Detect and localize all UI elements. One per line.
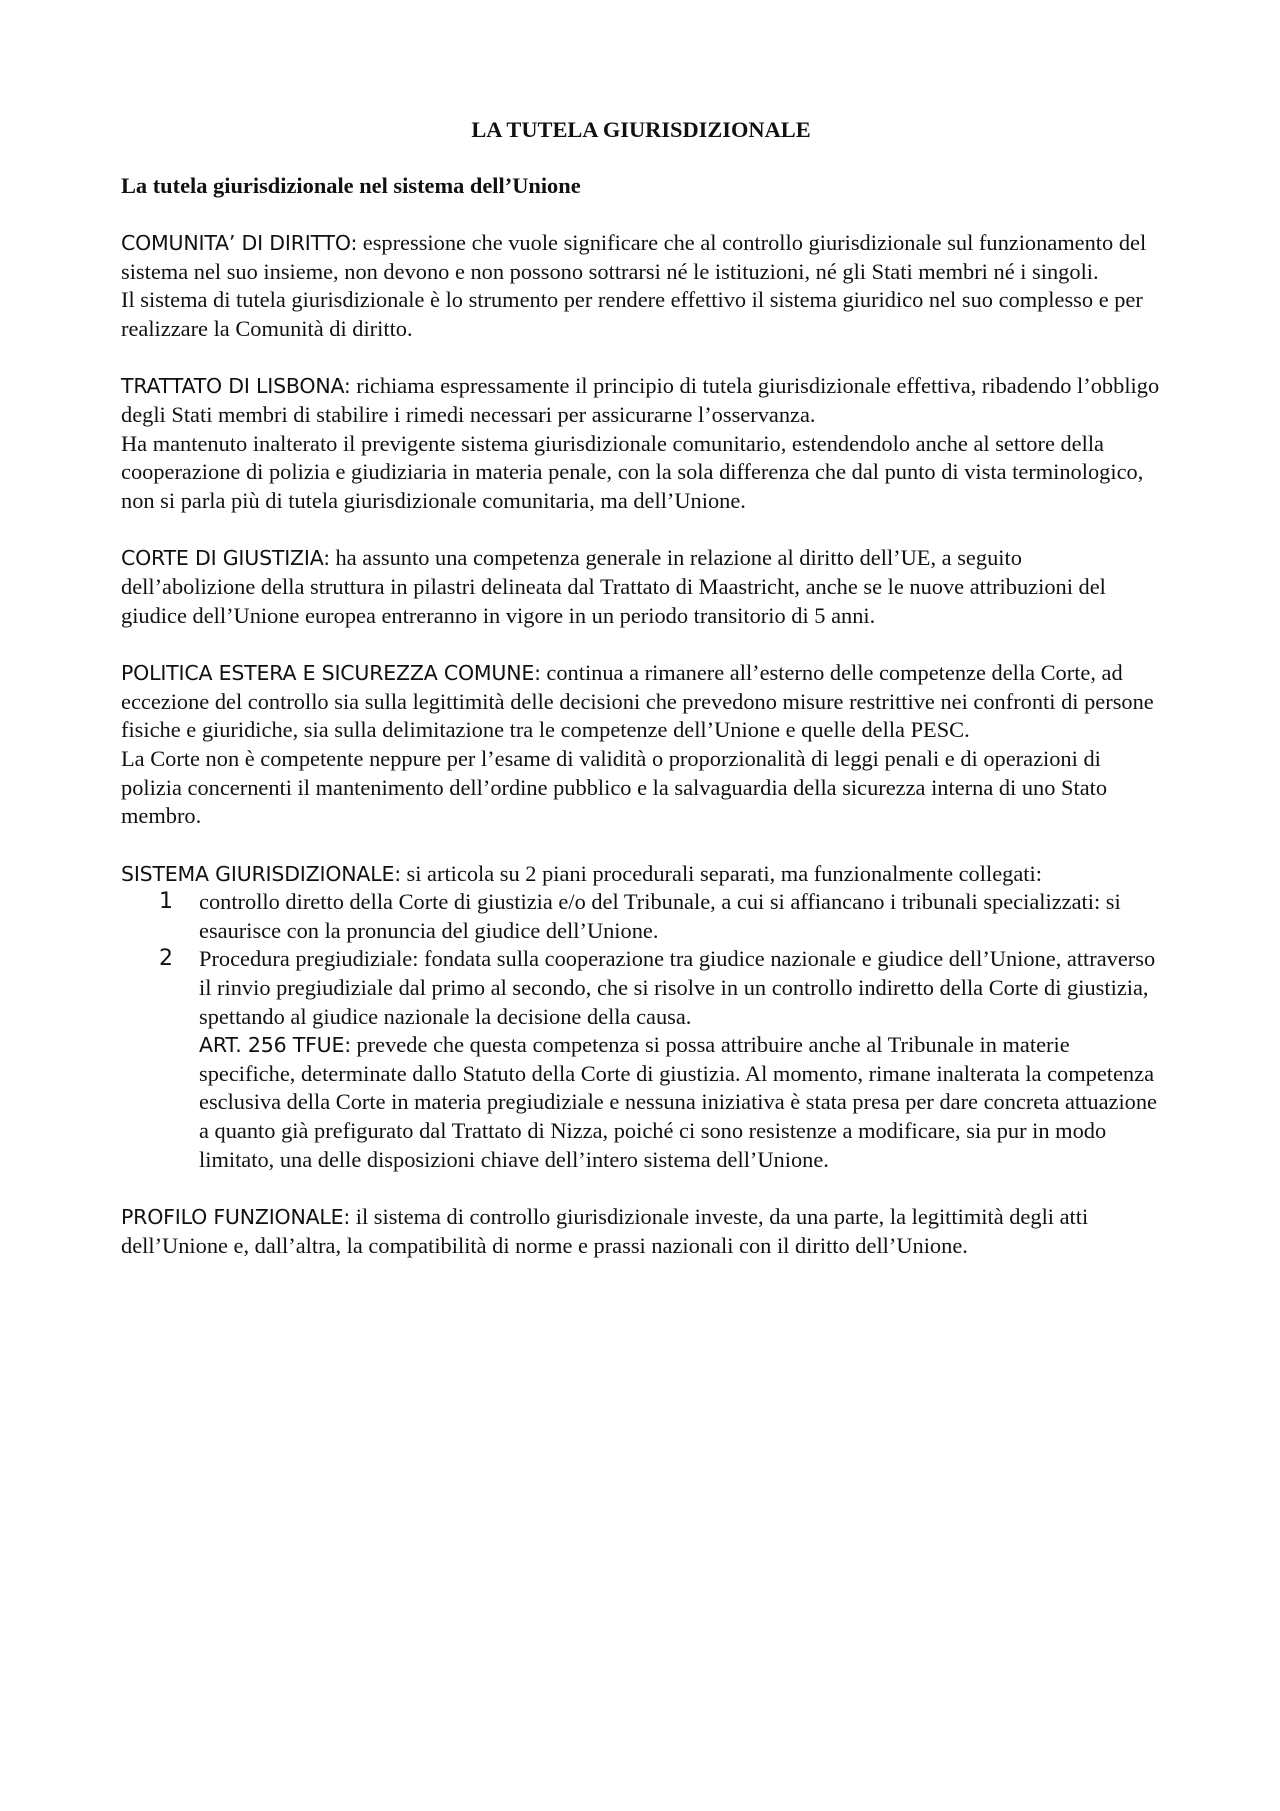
paragraph — [121, 229, 1161, 286]
sub-paragraph — [199, 1031, 1161, 1174]
procedure-list — [121, 888, 1161, 1174]
term-label: PROFILO FUNZIONALE: — [121, 1205, 351, 1230]
list-item-text: controllo diretto della Corte di giustizia e/o del Tribunale, a cui si affiancano i tribunali specializzati: si esaurisce con la pronuncia del giudice dell’Unione. — [199, 889, 1121, 943]
term-text: il sistema di controllo giurisdizionale investe, da una parte, la legittimità degli atti dell’Unione e, dall’altra, la compatibilità di norme e prassi nazionali con il diritto dell’Unione. — [121, 1204, 1089, 1258]
block-comunita-di-diritto — [121, 229, 1161, 343]
block-trattato-di-lisbona — [121, 372, 1161, 515]
list-item — [121, 945, 1161, 1174]
term-label: POLITICA ESTERA E SICUREZZA COMUNE: — [121, 661, 541, 686]
list-number: 1 — [159, 889, 173, 915]
paragraph-continuation: La Corte non è competente neppure per l’esame di validità o proporzionalità di leggi penali e di operazioni di polizia concernenti il mantenimento dell’ordine pubblico e la salvaguardia della sicurezza interna di uno Stato membro. — [121, 745, 1108, 829]
paragraph — [121, 544, 1161, 630]
document-title: LA TUTELA GIURISDIZIONALE — [471, 117, 811, 142]
paragraph — [121, 659, 1161, 745]
block-politica-estera — [121, 659, 1161, 831]
term-label: ART. 256 TFUE: — [199, 1033, 351, 1058]
term-label: TRATTATO DI LISBONA: — [121, 374, 351, 399]
block-corte-di-giustizia — [121, 544, 1161, 630]
block-profilo-funzionale — [121, 1203, 1161, 1260]
document-page — [121, 116, 1161, 1260]
term-label: CORTE DI GIUSTIZIA: — [121, 546, 330, 571]
paragraph — [121, 372, 1161, 429]
term-text: si articola su 2 piani procedurali separati, ma funzionalmente collegati: — [400, 860, 1042, 886]
list-item-text: Procedura pregiudiziale: fondata sulla cooperazione tra giudice nazionale e giudice dell’Unione, attraverso il rinvio pregiudiziale dal primo al secondo, che si risolve in un controllo indiretto della Corte di giustizia, spettando al giudice nazionale la decisione della causa. — [199, 946, 1156, 1029]
list-item — [121, 888, 1161, 945]
block-sistema-giurisdizionale — [121, 860, 1161, 1175]
paragraph-continuation: Il sistema di tutela giurisdizionale è lo strumento per rendere effettivo il sistema giuridico nel suo complesso e per realizzare la Comunità di diritto. — [121, 287, 1143, 341]
term-label: COMUNITA’ DI DIRITTO: — [121, 231, 358, 255]
paragraph — [121, 860, 1161, 889]
term-text: continua a rimanere all’esterno delle competenze della Corte, ad eccezione del controllo sia sulla legittimità delle decisioni che prevedono misure restrittive nei confronti di persone fisiche e giuridiche, sia sulla delimitazione tra le competenze dell’Unione e quelle della PESC. — [121, 660, 1154, 743]
term-text: richiama espressamente il principio di tutela giurisdizionale effettiva, ribadendo l’obbligo degli Stati membri di stabilire i rimedi necessari per assicurarne l’osservanza. — [121, 373, 1160, 427]
term-text: espressione che vuole significare che al controllo giurisdizionale sul funzionamento del sistema nel suo insieme, non devono e non possono sottrarsi né le istituzioni, né gli Stati membri né i singoli. — [121, 230, 1147, 284]
list-number: 2 — [159, 946, 173, 972]
section-heading: La tutela giurisdizionale nel sistema dell’Unione — [121, 173, 581, 198]
paragraph-continuation: Ha mantenuto inalterato il previgente sistema giurisdizionale comunitario, estendendolo anche al settore della cooperazione di polizia e giudiziaria in materia penale, con la sola differenza che dal punto di vista terminologico, non si parla più di tutela giurisdizionale comunitaria, ma dell’Unione. — [121, 430, 1144, 513]
term-label: SISTEMA GIURISDIZIONALE: — [121, 861, 401, 886]
term-text: prevede che questa competenza si possa attribuire anche al Tribunale in materie specifiche, determinate dallo Statuto della Corte di giustizia. Al momento, rimane inalterata la competenza esclusiva della Corte in materia pregiudiziale e nessuna iniziativa è stata presa per dare concreta attuazione a quanto già prefigurato dal Trattato di Nizza, poiché ci sono resistenze a modificare, sia pur in modo limitato, una delle disposizioni chiave dell’intero sistema dell’Unione. — [199, 1032, 1157, 1172]
paragraph — [121, 1203, 1161, 1260]
term-text: ha assunto una competenza generale in relazione al diritto dell’UE, a seguito dell’abolizione della struttura in pilastri delineata dal Trattato di Maastricht, anche se le nuove attribuzioni del giudice dell’Unione europea entreranno in vigore in un periodo transitorio di 5 anni. — [121, 545, 1106, 628]
